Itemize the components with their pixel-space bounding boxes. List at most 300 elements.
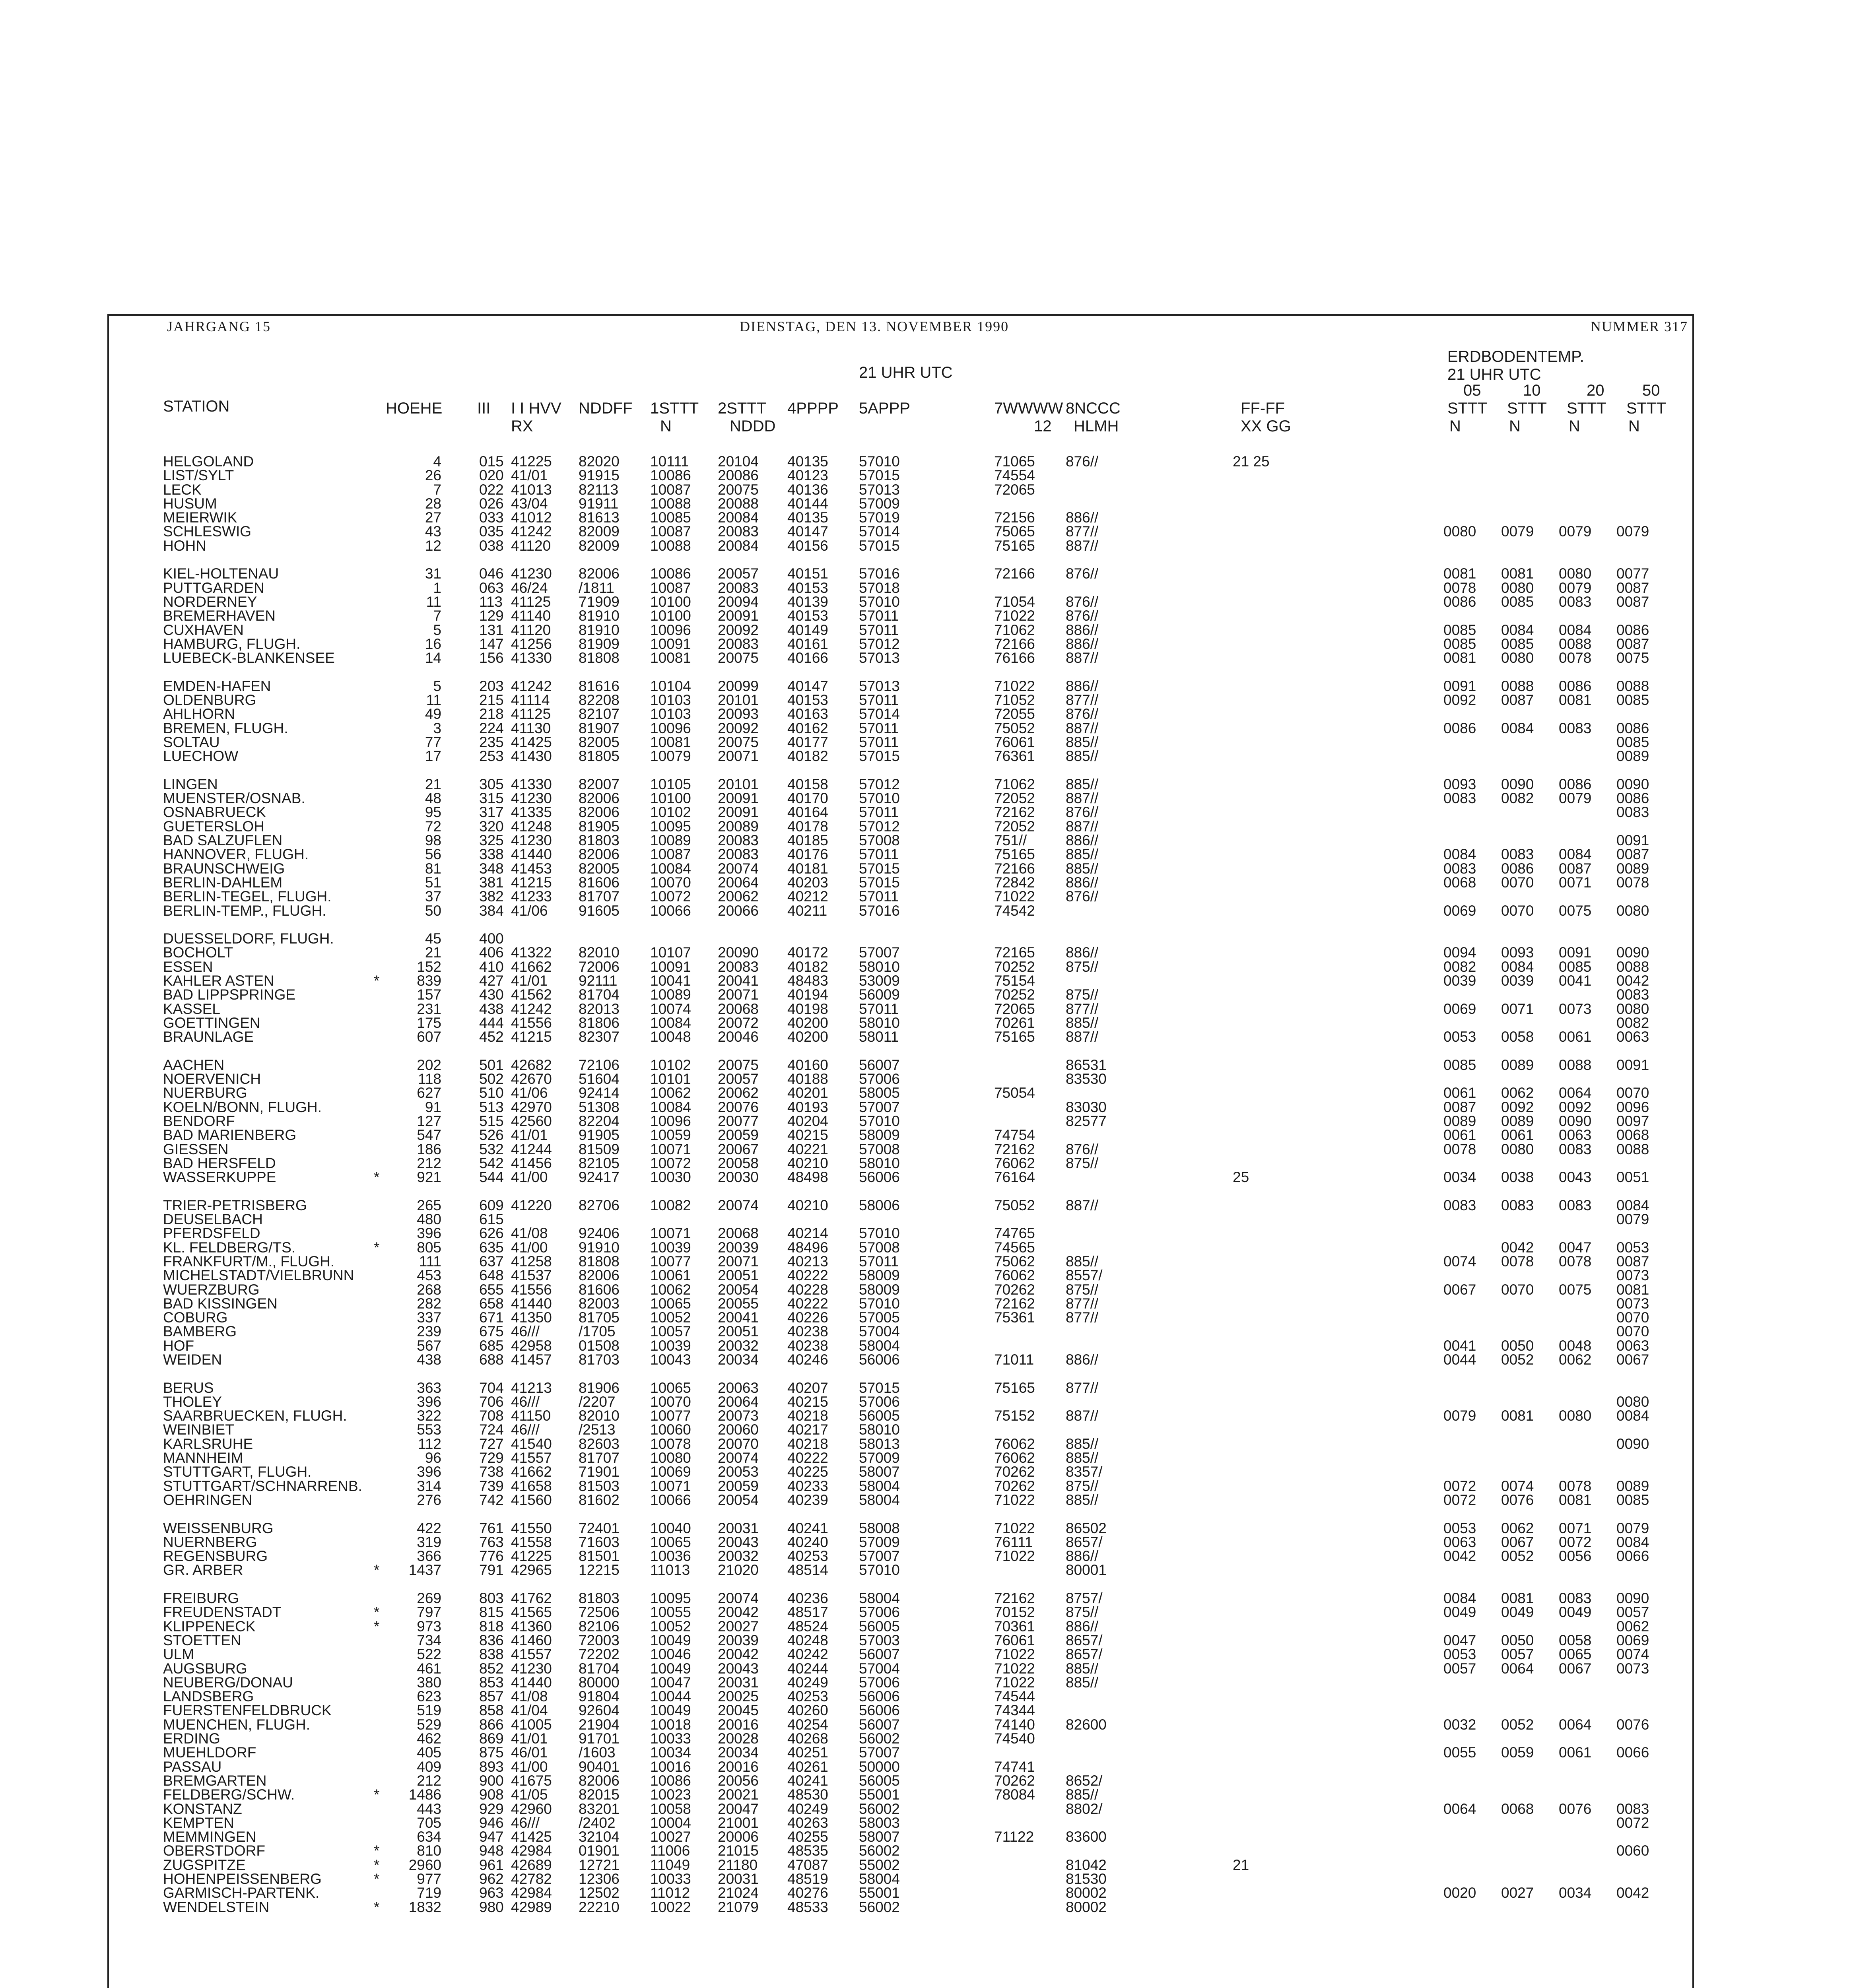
height-value: 21	[425, 776, 441, 792]
group-4pppp: 40139	[787, 593, 828, 610]
height-value: 152	[417, 958, 441, 975]
table-row	[0, 1632, 1855, 1646]
group-4pppp: 40160	[787, 1056, 828, 1073]
group-4pppp: 40147	[787, 678, 828, 694]
group-ihvv: 41130	[511, 720, 551, 736]
group-ihvv: 42989	[511, 1899, 552, 1915]
group-nddff: 82006	[579, 804, 620, 821]
soil-temp-20: 0061	[1559, 1029, 1592, 1045]
group-5appp: 57003	[859, 1632, 900, 1648]
station-id: 727	[479, 1435, 504, 1452]
height-value: 95	[425, 804, 441, 821]
group-4pppp: 40222	[787, 1450, 828, 1466]
soil-temp-05: 0081	[1443, 565, 1476, 582]
group-8nccc: 83530	[1066, 1071, 1107, 1087]
group-1sttt: 10036	[650, 1548, 691, 1565]
group-4pppp: 40215	[787, 1393, 828, 1410]
group-1sttt: 10087	[650, 481, 691, 498]
station-name: WENDELSTEIN	[163, 1899, 270, 1915]
station-name: HUSUM	[163, 495, 217, 512]
group-nddff: 81616	[579, 678, 620, 694]
table-row	[0, 1113, 1855, 1127]
table-row	[0, 1520, 1855, 1534]
erdboden-title: ERDBODENTEMP.	[1447, 348, 1584, 365]
group-1sttt: 10091	[650, 635, 691, 652]
group-1sttt: 10044	[650, 1688, 691, 1705]
group-4pppp: 40164	[787, 804, 828, 821]
soil-temp-10: 0083	[1501, 846, 1534, 863]
soil-temp-50: 0079	[1616, 1211, 1649, 1228]
soil-temp-10: 0078	[1501, 1253, 1534, 1270]
depth-05-n: N	[1449, 417, 1461, 435]
group-5appp: 57012	[859, 818, 900, 835]
group-2sttt: 20063	[718, 1379, 759, 1396]
station-name: REGENSBURG	[163, 1548, 268, 1565]
table-row	[0, 1590, 1855, 1607]
group-ihvv: 41114	[511, 692, 550, 709]
table-row	[0, 860, 1855, 877]
group-2sttt: 20051	[718, 1267, 759, 1284]
group-8nccc: 887//	[1066, 720, 1099, 736]
group-8nccc: 82577	[1066, 1112, 1107, 1129]
group-nddff: 12502	[579, 1885, 620, 1901]
height-value: 45	[425, 930, 441, 947]
group-8nccc: 877//	[1066, 1000, 1099, 1017]
group-4pppp: 40253	[787, 1688, 828, 1705]
group-7wwww: 70262	[994, 1477, 1035, 1494]
group-7wwww: 74741	[994, 1758, 1035, 1775]
group-4pppp: 40276	[787, 1885, 828, 1901]
soil-temp-50: 0088	[1616, 958, 1649, 975]
soil-temp-20: 0090	[1559, 1112, 1592, 1129]
station-name: KEMPTEN	[163, 1814, 234, 1831]
group-5appp: 57015	[859, 748, 900, 765]
group-2sttt: 20074	[718, 1590, 759, 1607]
height-value: 50	[425, 902, 441, 919]
height-value: 16	[425, 635, 441, 652]
group-ihvv: 46/24	[511, 579, 548, 596]
group-4pppp: 48535	[787, 1842, 828, 1859]
table-row	[0, 608, 1855, 624]
group-4pppp: 40149	[787, 621, 828, 638]
soil-temp-50: 0085	[1616, 1491, 1649, 1508]
group-7wwww: 70152	[994, 1604, 1035, 1621]
group-8nccc: 83600	[1066, 1829, 1107, 1845]
group-ihvv: 42560	[511, 1112, 552, 1129]
group-4pppp: 40144	[787, 495, 828, 512]
group-nddff: 32104	[579, 1829, 620, 1845]
group-2sttt: 20056	[718, 1772, 759, 1789]
station-name: OSNABRUECK	[163, 804, 266, 821]
soil-temp-05: 0034	[1443, 1169, 1476, 1186]
group-2sttt: 20088	[718, 495, 759, 512]
station-id: 655	[479, 1281, 504, 1298]
station-name: NOERVENICH	[163, 1071, 261, 1087]
soil-temp-05: 0049	[1443, 1604, 1476, 1621]
group-2sttt: 21180	[718, 1856, 758, 1873]
group-nddff: 91804	[579, 1688, 620, 1705]
soil-temp-10: 0093	[1501, 944, 1534, 961]
group-7wwww: 72166	[994, 635, 1035, 652]
station-table	[0, 453, 1855, 1913]
group-1sttt: 10049	[650, 1702, 691, 1719]
group-7wwww: 76062	[994, 1155, 1035, 1171]
group-5appp: 57011	[859, 692, 899, 709]
group-2sttt: 20076	[718, 1099, 759, 1115]
group-4pppp: 48524	[787, 1618, 828, 1635]
group-ihvv: 41557	[511, 1646, 552, 1663]
group-ihvv: 41658	[511, 1477, 552, 1494]
soil-temp-50: 0083	[1616, 986, 1649, 1003]
group-4pppp: 40153	[787, 608, 828, 624]
soil-temp-05: 0092	[1443, 692, 1476, 709]
group-1sttt: 10072	[650, 888, 691, 905]
group-nddff: 82010	[579, 944, 620, 961]
height-value: 519	[417, 1702, 441, 1719]
group-ihvv: 41/06	[511, 902, 548, 919]
station-name: WEIDEN	[163, 1351, 222, 1368]
group-ihvv: 46///	[511, 1323, 540, 1340]
group-1sttt: 10065	[650, 1379, 691, 1396]
group-1sttt: 10071	[650, 1477, 691, 1494]
group-7wwww: 74544	[994, 1688, 1035, 1705]
soil-temp-05: 0055	[1443, 1744, 1476, 1761]
soil-temp-50: 0082	[1616, 1014, 1649, 1031]
soil-temp-10: 0061	[1501, 1127, 1534, 1143]
height-value: 81	[425, 860, 441, 877]
group-2sttt: 20067	[718, 1141, 759, 1157]
station-name: KL. FELDBERG/TS.	[163, 1239, 296, 1256]
group-8nccc: 877//	[1066, 692, 1099, 709]
group-2sttt: 20075	[718, 481, 759, 498]
soil-temp-05: 0081	[1443, 650, 1476, 666]
soil-temp-50: 0088	[1616, 1141, 1649, 1157]
height-value: 396	[417, 1225, 441, 1242]
col-ffff-sub: XX GG	[1241, 417, 1291, 435]
group-7wwww: 76164	[994, 1169, 1035, 1186]
group-5appp: 57015	[859, 874, 900, 891]
group-4pppp: 40246	[787, 1351, 828, 1368]
station-name: FUERSTENFELDBRUCK	[163, 1702, 332, 1719]
soil-temp-50: 0087	[1616, 846, 1649, 863]
group-5appp: 56005	[859, 1408, 900, 1424]
station-id: 688	[479, 1351, 504, 1368]
group-ihvv: 41537	[511, 1267, 552, 1284]
height-value: 11	[426, 593, 441, 610]
col-ihvv: I I HVV	[511, 400, 561, 417]
station-name: HAMBURG, FLUGH.	[163, 635, 301, 652]
station-id: 626	[479, 1225, 504, 1242]
group-5appp: 57011	[859, 608, 899, 624]
group-4pppp: 40261	[787, 1758, 828, 1775]
group-8nccc: 875//	[1066, 958, 1099, 975]
group-8nccc: 8757/	[1066, 1590, 1103, 1607]
station-id: 658	[479, 1295, 504, 1312]
group-2sttt: 20053	[718, 1464, 759, 1480]
group-ihvv: 41012	[511, 509, 552, 526]
group-ihvv: 41/00	[511, 1758, 548, 1775]
station-name: LUECHOW	[163, 748, 239, 765]
group-4pppp: 40201	[787, 1085, 828, 1101]
group-ihvv: 41453	[511, 860, 552, 877]
group-4pppp: 40158	[787, 776, 828, 792]
station-name: LUEBECK-BLANKENSEE	[163, 650, 335, 666]
observation-time: 21 UHR UTC	[859, 364, 953, 381]
group-ihvv: 41/01	[511, 1730, 548, 1747]
group-7wwww: 71022	[994, 1520, 1035, 1536]
group-ihvv: 41440	[511, 1674, 552, 1691]
group-ihvv: 41/01	[511, 467, 548, 484]
height-value: 111	[419, 1253, 441, 1270]
table-row	[0, 874, 1855, 891]
station-id: 675	[479, 1323, 504, 1340]
height-value: 977	[417, 1870, 441, 1887]
group-nddff: 83201	[579, 1800, 620, 1817]
group-5appp: 58013	[859, 1435, 900, 1452]
station-id: 962	[479, 1870, 504, 1887]
group-8nccc: 86502	[1066, 1520, 1107, 1536]
group-nddff: 21904	[579, 1716, 620, 1733]
soil-temp-05: 0068	[1443, 874, 1476, 891]
soil-temp-05: 0061	[1443, 1085, 1476, 1101]
height-value: 49	[425, 706, 441, 722]
group-8nccc: 887//	[1066, 1029, 1099, 1045]
group-ihvv: 41550	[511, 1520, 552, 1536]
soil-temp-50: 0063	[1616, 1337, 1649, 1354]
station-id: 400	[479, 930, 504, 947]
soil-temp-50: 0070	[1616, 1085, 1649, 1101]
soil-temp-20: 0063	[1559, 1127, 1592, 1143]
group-5appp: 55001	[859, 1786, 900, 1803]
group-5appp: 56007	[859, 1646, 900, 1663]
station-name: OLDENBURG	[163, 692, 256, 709]
soil-temp-50: 0090	[1616, 944, 1649, 961]
group-5appp: 57019	[859, 509, 900, 526]
group-5appp: 57014	[859, 523, 900, 540]
group-nddff: 82006	[579, 790, 620, 807]
table-row	[0, 1253, 1855, 1270]
station-id: 946	[479, 1814, 504, 1831]
group-nddff: 81803	[579, 832, 620, 849]
group-7wwww: 76061	[994, 734, 1035, 750]
group-2sttt: 20062	[718, 1085, 759, 1101]
table-row	[0, 1394, 1855, 1408]
group-5appp: 57016	[859, 902, 900, 919]
soil-temp-20: 0086	[1559, 776, 1592, 792]
group-4pppp: 40249	[787, 1800, 828, 1817]
height-value: 719	[417, 1885, 441, 1901]
group-1sttt: 10070	[650, 1393, 691, 1410]
group-8nccc: 885//	[1066, 846, 1099, 863]
group-4pppp: 40200	[787, 1014, 828, 1031]
erdboden-time: 21 UHR UTC	[1447, 366, 1541, 383]
group-8nccc: 8802/	[1066, 1800, 1103, 1817]
group-2sttt: 21001	[718, 1814, 759, 1831]
group-nddff: 91910	[579, 1239, 620, 1256]
height-value: 7	[433, 608, 441, 624]
table-row	[0, 1351, 1855, 1368]
table-row	[0, 1001, 1855, 1015]
group-5appp: 58004	[859, 1477, 900, 1494]
soil-temp-05: 0086	[1443, 720, 1476, 736]
table-row	[0, 986, 1855, 1003]
mountain-marker: *	[374, 1618, 380, 1635]
group-7wwww: 72162	[994, 804, 1035, 821]
group-1sttt: 10087	[650, 523, 691, 540]
group-2sttt: 20083	[718, 523, 759, 540]
group-ihvv: 41233	[511, 888, 552, 905]
group-1sttt: 10039	[650, 1239, 691, 1256]
group-2sttt: 20041	[718, 1309, 759, 1326]
soil-temp-20: 0073	[1559, 1000, 1592, 1017]
group-8nccc: 83030	[1066, 1099, 1107, 1115]
soil-temp-50: 0089	[1616, 860, 1649, 877]
group-1sttt: 10043	[650, 1351, 691, 1368]
soil-temp-50: 0060	[1616, 1842, 1649, 1859]
height-value: 282	[417, 1295, 441, 1312]
soil-temp-10: 0062	[1501, 1520, 1534, 1536]
soil-temp-20: 0034	[1559, 1885, 1592, 1901]
table-row	[0, 1871, 1855, 1885]
soil-temp-10: 0085	[1501, 593, 1534, 610]
station-name: DUESSELDORF, FLUGH.	[163, 930, 334, 947]
group-7wwww: 71054	[994, 593, 1035, 610]
station-id: 929	[479, 1800, 504, 1817]
col-8nccc: 8NCCC	[1066, 400, 1121, 417]
height-value: 547	[417, 1127, 441, 1143]
table-row	[0, 1702, 1855, 1719]
station-id: 615	[479, 1211, 504, 1228]
group-1sttt: 10087	[650, 846, 691, 863]
group-1sttt: 10027	[650, 1829, 691, 1845]
group-5appp: 57010	[859, 1562, 900, 1578]
height-value: 11	[426, 692, 441, 709]
table-row	[0, 1674, 1855, 1691]
height-value: 366	[417, 1548, 441, 1565]
soil-temp-10: 0084	[1501, 621, 1534, 638]
station-id: 129	[479, 608, 504, 624]
group-2sttt: 20083	[718, 832, 759, 849]
group-nddff: 81705	[579, 1309, 620, 1326]
soil-temp-50: 0042	[1616, 1885, 1649, 1901]
soil-temp-05: 0080	[1443, 523, 1476, 540]
soil-temp-10: 0089	[1501, 1056, 1534, 1073]
group-1sttt: 10040	[650, 1520, 691, 1536]
soil-temp-05: 0061	[1443, 1127, 1476, 1143]
table-row	[0, 1436, 1855, 1450]
group-7wwww: 75154	[994, 972, 1035, 989]
group-1sttt: 10080	[650, 1450, 691, 1466]
group-2sttt: 20083	[718, 846, 759, 863]
soil-temp-10: 0080	[1501, 650, 1534, 666]
group-nddff: /1705	[579, 1323, 616, 1340]
group-4pppp: 40226	[787, 1309, 828, 1326]
soil-temp-50: 0085	[1616, 734, 1649, 750]
group-1sttt: 10023	[650, 1786, 691, 1803]
soil-temp-50: 0057	[1616, 1604, 1649, 1621]
station-id: 853	[479, 1674, 504, 1691]
group-4pppp: 40203	[787, 874, 828, 891]
height-value: 453	[417, 1267, 441, 1284]
group-2sttt: 20054	[718, 1491, 759, 1508]
group-ihvv: 41244	[511, 1141, 552, 1157]
station-id: 325	[479, 832, 504, 849]
group-ihvv: 41360	[511, 1618, 552, 1635]
table-row	[0, 1646, 1855, 1663]
soil-temp-20: 0083	[1559, 1590, 1592, 1607]
soil-temp-10: 0074	[1501, 1477, 1534, 1494]
table-row	[0, 1786, 1855, 1803]
group-ihvv: 41/01	[511, 972, 548, 989]
group-nddff: 81803	[579, 1590, 620, 1607]
height-value: 56	[425, 846, 441, 863]
station-id: 869	[479, 1730, 504, 1747]
station-name: LINGEN	[163, 776, 218, 792]
group-5appp: 57011	[859, 621, 899, 638]
table-row	[0, 1197, 1855, 1211]
group-nddff: 92417	[579, 1169, 620, 1186]
group-nddff: 82113	[579, 481, 619, 498]
group-8nccc: 876//	[1066, 706, 1099, 722]
station-id: 131	[479, 621, 504, 638]
group-4pppp: 40172	[787, 944, 828, 961]
group-5appp: 57010	[859, 790, 900, 807]
station-name: MEIERWIK	[163, 509, 237, 526]
soil-temp-10: 0070	[1501, 1281, 1534, 1298]
group-1sttt: 10089	[650, 832, 691, 849]
station-id: 022	[479, 481, 504, 498]
station-id: 858	[479, 1702, 504, 1719]
group-8nccc: 885//	[1066, 1491, 1099, 1508]
jahrgang-label: JAHRGANG 15	[167, 318, 271, 334]
soil-temp-20: 0075	[1559, 902, 1592, 919]
soil-temp-50: 0079	[1616, 1520, 1649, 1536]
group-5appp: 57015	[859, 537, 900, 554]
soil-temp-20: 0061	[1559, 1744, 1592, 1761]
station-name: LECK	[163, 481, 202, 498]
height-value: 705	[417, 1814, 441, 1831]
group-2sttt: 20091	[718, 790, 759, 807]
group-1sttt: 10096	[650, 720, 691, 736]
station-name: STUTTGART, FLUGH.	[163, 1464, 312, 1480]
station-name: BREMGARTEN	[163, 1772, 267, 1789]
station-name: MEMMINGEN	[163, 1829, 256, 1845]
soil-temp-20: 0067	[1559, 1660, 1592, 1677]
group-7wwww: 75361	[994, 1309, 1035, 1326]
group-5appp: 57007	[859, 944, 900, 961]
soil-temp-50: 0080	[1616, 1393, 1649, 1410]
group-7wwww: 70262	[994, 1464, 1035, 1480]
station-id: 875	[479, 1744, 504, 1761]
group-5appp: 57011	[859, 1000, 899, 1017]
group-nddff: 82005	[579, 860, 620, 877]
group-1sttt: 10039	[650, 1337, 691, 1354]
station-name: HANNOVER, FLUGH.	[163, 846, 309, 863]
group-7wwww: 75165	[994, 846, 1035, 863]
group-nddff: /2402	[579, 1814, 616, 1831]
soil-temp-50: 0067	[1616, 1351, 1649, 1368]
group-5appp: 57015	[859, 467, 900, 484]
group-nddff: 81906	[579, 1379, 620, 1396]
table-row	[0, 453, 1855, 470]
group-nddff: 51604	[579, 1071, 620, 1087]
group-1sttt: 10066	[650, 1491, 691, 1508]
height-value: 380	[417, 1674, 441, 1691]
group-8nccc: 81530	[1066, 1870, 1107, 1887]
table-row	[0, 1618, 1855, 1635]
group-4pppp: 40254	[787, 1716, 828, 1733]
height-value: 1486	[408, 1786, 441, 1803]
